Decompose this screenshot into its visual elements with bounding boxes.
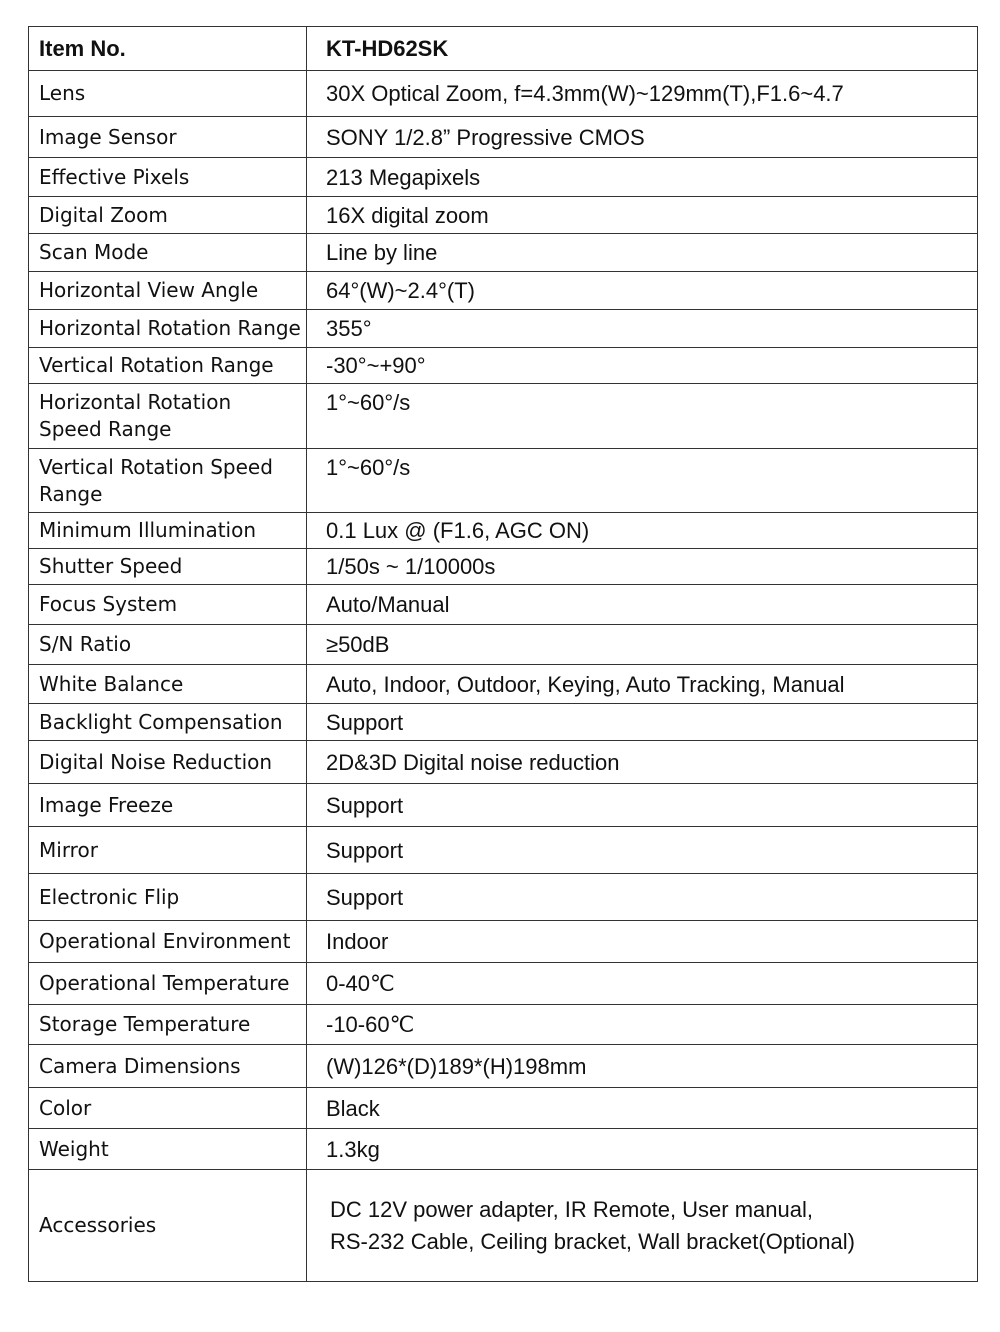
- row-value: Support: [307, 874, 978, 921]
- row-label: White Balance: [29, 665, 307, 704]
- row-value: Line by line: [307, 234, 978, 272]
- table-row: [29, 449, 978, 513]
- row-value: Indoor: [307, 921, 978, 963]
- row-label: Weight: [29, 1129, 307, 1170]
- row-value: Support: [307, 784, 978, 827]
- table-row: [29, 1045, 978, 1088]
- row-value: 2D&3D Digital noise reduction: [307, 741, 978, 784]
- table-row: [29, 665, 978, 704]
- table-row: [29, 272, 978, 310]
- row-label: Focus System: [29, 585, 307, 625]
- row-value: ≥50dB: [307, 625, 978, 665]
- row-value: 30X Optical Zoom, f=4.3mm(W)~129mm(T),F1.6~4.7: [307, 71, 978, 117]
- table-row: [29, 158, 978, 197]
- row-value: Auto/Manual: [307, 585, 978, 625]
- row-label: Image Freeze: [29, 784, 307, 827]
- row-label: Backlight Compensation: [29, 704, 307, 741]
- header-value: KT-HD62SK: [307, 27, 978, 71]
- row-value: 0.1 Lux @ (F1.6, AGC ON): [307, 513, 978, 549]
- row-label: Effective Pixels: [29, 158, 307, 197]
- row-label: Camera Dimensions: [29, 1045, 307, 1088]
- row-value: 1.3kg: [307, 1129, 978, 1170]
- row-label: Horizontal Rotation Speed Range: [29, 384, 307, 449]
- row-label: Electronic Flip: [29, 874, 307, 921]
- table-row: [29, 1088, 978, 1129]
- table-row: [29, 197, 978, 234]
- row-value: SONY 1/2.8” Progressive CMOS: [307, 117, 978, 158]
- row-label: Accessories: [29, 1170, 307, 1282]
- table-row: [29, 117, 978, 158]
- table-row: [29, 310, 978, 348]
- table-row: [29, 963, 978, 1005]
- row-value: 1°~60°/s: [307, 449, 978, 513]
- table-row: [29, 1170, 978, 1282]
- table-row: [29, 384, 978, 449]
- row-label: Mirror: [29, 827, 307, 874]
- row-label: Horizontal View Angle: [29, 272, 307, 310]
- row-value: Black: [307, 1088, 978, 1129]
- row-label: Storage Temperature: [29, 1005, 307, 1045]
- spec-table: [28, 26, 978, 1282]
- row-value: -30°~+90°: [307, 348, 978, 384]
- row-value: 0-40℃: [307, 963, 978, 1005]
- table-row: [29, 513, 978, 549]
- row-value: 213 Megapixels: [307, 158, 978, 197]
- row-label: Image Sensor: [29, 117, 307, 158]
- table-row: [29, 625, 978, 665]
- row-label: Vertical Rotation Speed Range: [29, 449, 307, 513]
- row-value: Auto, Indoor, Outdoor, Keying, Auto Tracking, Manual: [307, 665, 978, 704]
- table-row: [29, 348, 978, 384]
- table-row: [29, 1129, 978, 1170]
- table-row: [29, 704, 978, 741]
- table-header-row: [29, 27, 978, 71]
- row-label: Operational Environment: [29, 921, 307, 963]
- table-row: [29, 1005, 978, 1045]
- row-label: Digital Zoom: [29, 197, 307, 234]
- row-label: Scan Mode: [29, 234, 307, 272]
- row-value: 355°: [307, 310, 978, 348]
- row-label: Horizontal Rotation Range: [29, 310, 307, 348]
- row-value: 1/50s ~ 1/10000s: [307, 549, 978, 585]
- table-row: [29, 921, 978, 963]
- row-value: 64°(W)~2.4°(T): [307, 272, 978, 310]
- table-row: [29, 874, 978, 921]
- table-row: [29, 585, 978, 625]
- row-value: 16X digital zoom: [307, 197, 978, 234]
- row-label: Lens: [29, 71, 307, 117]
- row-label: Shutter Speed: [29, 549, 307, 585]
- accessories-line-2: RS-232 Cable, Ceiling bracket, Wall bracket(Optional): [330, 1228, 855, 1254]
- table-row: [29, 71, 978, 117]
- row-value: (W)126*(D)189*(H)198mm: [307, 1045, 978, 1088]
- table-row: [29, 741, 978, 784]
- row-label: S/N Ratio: [29, 625, 307, 665]
- table-row: [29, 784, 978, 827]
- row-value: -10-60℃: [307, 1005, 978, 1045]
- row-label: Color: [29, 1088, 307, 1129]
- row-value: Support: [307, 827, 978, 874]
- table-row: [29, 827, 978, 874]
- accessories-line-1: DC 12V power adapter, IR Remote, User manual,: [330, 1196, 814, 1222]
- row-label: Vertical Rotation Range: [29, 348, 307, 384]
- row-value: Support: [307, 704, 978, 741]
- table-row: [29, 549, 978, 585]
- row-label: Minimum Illumination: [29, 513, 307, 549]
- row-label: Operational Temperature: [29, 963, 307, 1005]
- header-label: Item No.: [29, 27, 307, 71]
- row-value: 1°~60°/s: [307, 384, 978, 449]
- row-label: Digital Noise Reduction: [29, 741, 307, 784]
- table-row: [29, 234, 978, 272]
- row-value: [307, 1170, 978, 1282]
